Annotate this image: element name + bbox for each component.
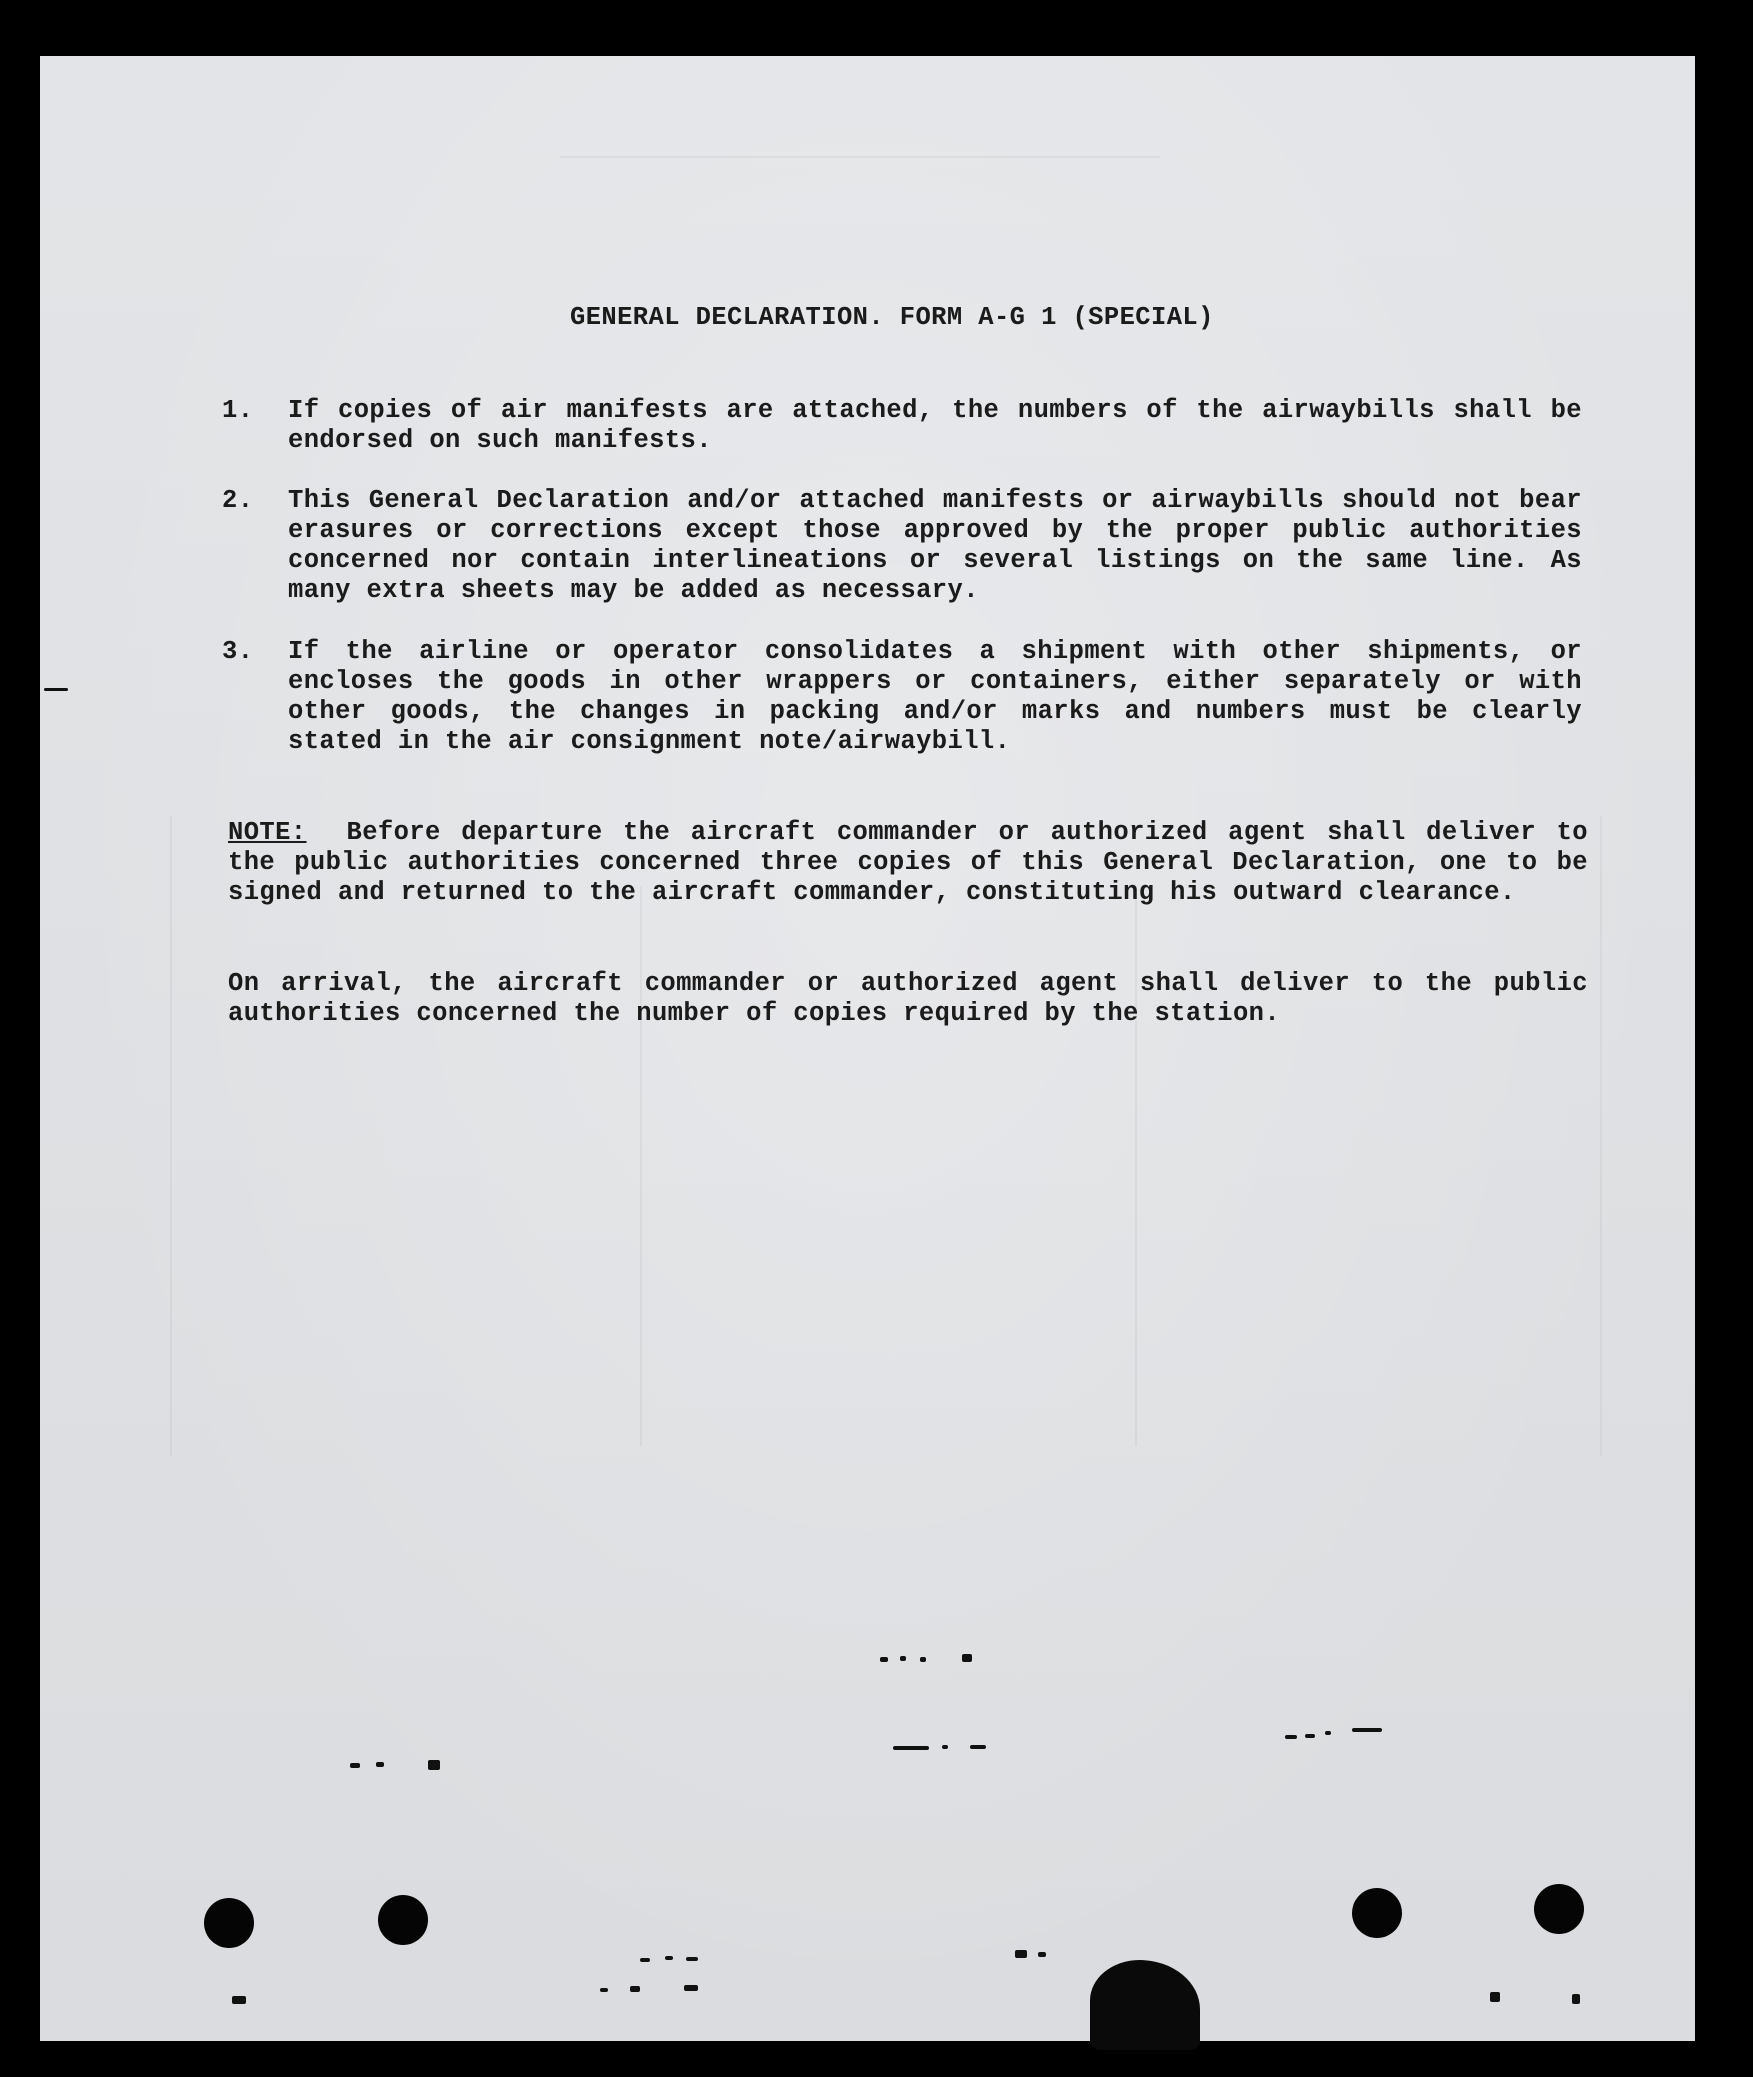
scan-speck — [684, 1985, 698, 1991]
scan-speck — [893, 1746, 929, 1750]
scan-speck — [600, 1988, 608, 1992]
scan-speck — [1572, 1994, 1580, 2004]
note-label: NOTE: — [228, 818, 307, 847]
scan-speck — [942, 1745, 948, 1749]
punch-hole — [378, 1895, 428, 1945]
scan-speck — [1015, 1950, 1027, 1958]
list-item-text: This General Declaration and/or attached manifests or airwaybills should not bear erasures or corrections except those approved by the proper public authorities concerned nor contain interlineations or several listings on the same line. As many extra sheets may be added as necessary. — [288, 486, 1582, 605]
scan-speck — [350, 1763, 360, 1768]
scan-speck — [880, 1657, 888, 1662]
list-item-number: 3. — [222, 637, 254, 666]
scan-speck — [376, 1762, 384, 1767]
scan-speck — [665, 1956, 673, 1960]
scan-speck — [630, 1986, 640, 1992]
list-item-number: 2. — [222, 486, 254, 515]
scan-speck — [920, 1657, 926, 1662]
scan-speck — [686, 1957, 698, 1961]
scan-speck — [44, 688, 68, 691]
punch-hole — [1534, 1884, 1584, 1934]
scan-speck — [232, 1996, 246, 2004]
scan-speck — [1305, 1734, 1315, 1738]
reverse-side-bleed — [1600, 816, 1602, 1456]
reverse-side-bleed — [170, 816, 172, 1456]
scan-speck — [962, 1654, 972, 1662]
page-title: GENERAL DECLARATION. FORM A-G 1 (SPECIAL) — [570, 303, 1214, 332]
document-page — [40, 56, 1695, 2041]
scan-speck — [428, 1760, 440, 1770]
scan-speck — [1285, 1735, 1297, 1739]
note-text: Before departure the aircraft commander or authorized agent shall deliver to the public authorities concerned three copies of this General Declaration, one to be signed and returned to the aircraft commander, constituting his outward clearance. — [228, 818, 1588, 907]
scan-speck — [640, 1958, 650, 1962]
scan-speck — [1352, 1728, 1382, 1732]
scan-speck — [1490, 1992, 1500, 2002]
scan-speck — [1038, 1952, 1046, 1957]
scan-speck — [900, 1656, 906, 1661]
scan-speck — [970, 1745, 986, 1749]
list-item-number: 1. — [222, 396, 254, 425]
reverse-side-bleed — [560, 156, 1160, 188]
note-paragraph — [228, 818, 1588, 908]
list-item-text: If the airline or operator consolidates a shipment with other shipments, or encloses the goods in other wrappers or containers, either separately or with other goods, the changes in packing and/or marks and numbers must be clearly stated in the air consignment note/airwaybill. — [288, 637, 1582, 756]
punch-hole — [1352, 1888, 1402, 1938]
scan-speck — [1325, 1731, 1331, 1735]
punch-hole — [204, 1898, 254, 1948]
arrival-paragraph: On arrival, the aircraft commander or authorized agent shall deliver to the public authorities concerned the number of copies required by the station. — [228, 969, 1588, 1028]
list-item-text: If copies of air manifests are attached, the numbers of the airwaybills shall be endorsed on such manifests. — [288, 396, 1582, 455]
